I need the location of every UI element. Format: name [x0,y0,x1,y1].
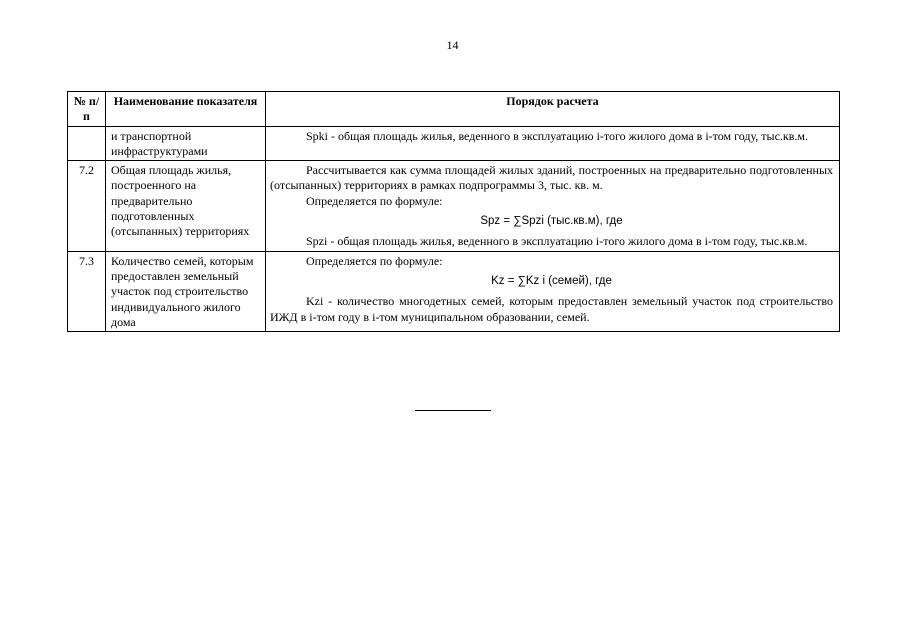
formula [270,214,833,229]
calculation-text: Определяется по формуле: [306,193,443,208]
formula-right: Kz i (семей), где [525,274,612,287]
formula-right: Spzi (тыс.кв.м), где [521,215,623,228]
row-number: 7.2 [68,161,106,251]
table-row [68,251,840,331]
table-row [68,126,840,161]
indicator-name: и транспортной инфраструктурами [106,126,266,161]
calculation-text: Spzi - общая площадь жилья, веденного в эксплуатацию i-того жилого дома в i-том году, тыс.кв.м. [306,234,808,249]
table-row [68,161,840,251]
calculation-table [67,91,840,332]
calculation-cell [266,126,840,161]
sum-symbol: ∑ [517,274,526,287]
calculation-cell [266,161,840,251]
formula-left: Spz = [480,215,514,228]
calculation-text: Spki - общая площадь жилья, веденного в эксплуатацию i-того жилого дома в i-том году, тыс.кв.м. [306,128,809,143]
header-indicator-name: Наименование показателя [106,92,266,127]
row-number: 7.3 [68,251,106,331]
table-header-row [68,92,840,127]
formula [270,274,833,289]
indicator-name: Количество семей, которым предоставлен земельный участок под строительство индивидуального жилого дома [106,251,266,331]
formula-left: Kz = [491,274,518,287]
indicator-name: Общая площадь жилья, построенного на предварительно подготовленных (отсыпанных) территориях [106,161,266,251]
row-number [68,126,106,161]
calculation-text: Определяется по формуле: [306,253,443,268]
separator-line [415,410,491,411]
calculation-text: Рассчитывается как сумма площадей жилых зданий, построенных на предварительно подготовленных (отсыпанных) территориях в рамках подпрограммы 3, тыс. кв. м. [270,163,833,193]
calculation-cell [266,251,840,331]
page-number: 14 [446,38,459,52]
header-calculation-order: Порядок расчета [266,92,840,127]
header-number: № п/п [68,92,106,127]
sum-symbol: ∑ [513,215,522,228]
calculation-text: Kzi - количество многодетных семей, которым предоставлен земельный участок под строительство ИЖД в i-том году в i-том муниципальном образовании, семей. [270,294,833,324]
